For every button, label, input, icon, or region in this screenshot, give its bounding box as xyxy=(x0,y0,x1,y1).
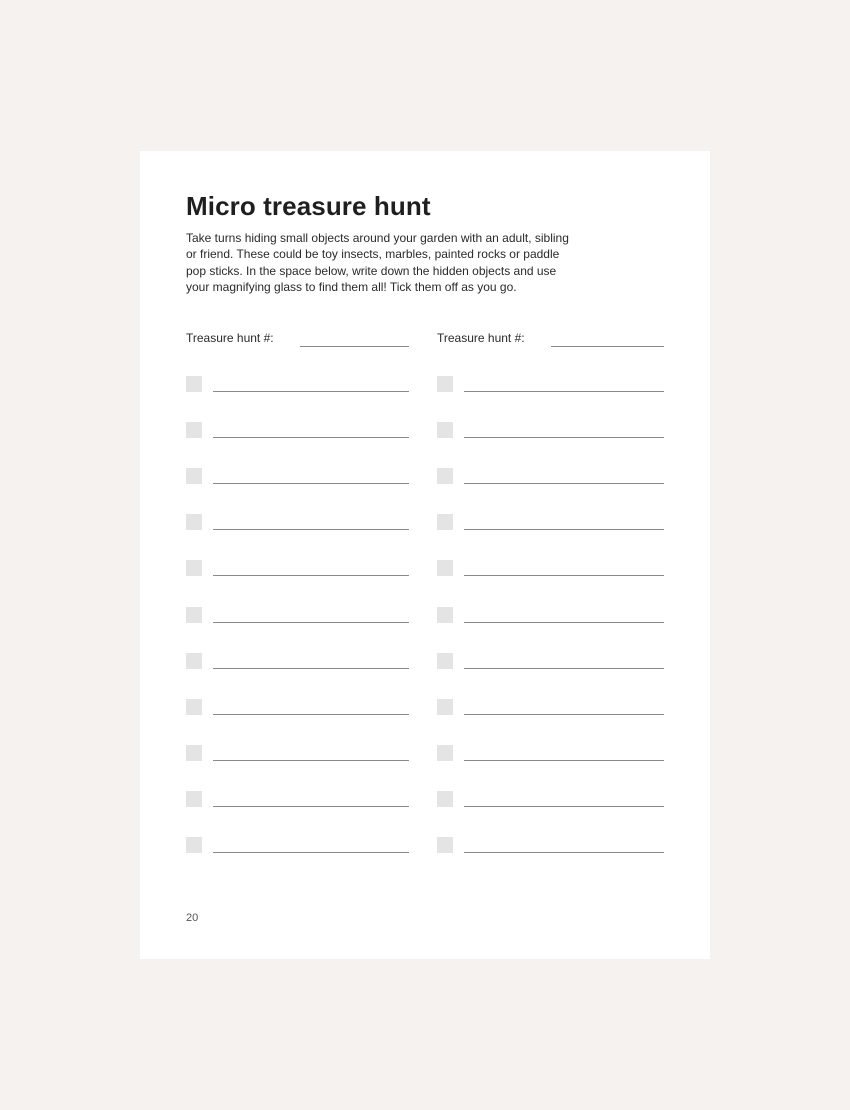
hunt-number-label: Treasure hunt #: xyxy=(186,331,274,345)
object-write-line[interactable] xyxy=(213,622,409,623)
object-write-line[interactable] xyxy=(464,714,664,715)
object-write-line[interactable] xyxy=(464,760,664,761)
tick-checkbox[interactable] xyxy=(437,653,453,669)
tick-checkbox[interactable] xyxy=(437,468,453,484)
tick-checkbox[interactable] xyxy=(186,791,202,807)
object-write-line[interactable] xyxy=(213,668,409,669)
worksheet-page xyxy=(140,151,710,959)
object-write-line[interactable] xyxy=(464,437,664,438)
object-write-line[interactable] xyxy=(464,806,664,807)
object-write-line[interactable] xyxy=(213,575,409,576)
hunt-number-field[interactable] xyxy=(300,346,409,347)
tick-checkbox[interactable] xyxy=(186,837,202,853)
tick-checkbox[interactable] xyxy=(186,560,202,576)
object-write-line[interactable] xyxy=(464,668,664,669)
tick-checkbox[interactable] xyxy=(186,607,202,623)
hunt-number-field[interactable] xyxy=(551,346,664,347)
tick-checkbox[interactable] xyxy=(437,745,453,761)
tick-checkbox[interactable] xyxy=(186,468,202,484)
object-write-line[interactable] xyxy=(213,806,409,807)
tick-checkbox[interactable] xyxy=(437,791,453,807)
tick-checkbox[interactable] xyxy=(437,607,453,623)
tick-checkbox[interactable] xyxy=(437,560,453,576)
tick-checkbox[interactable] xyxy=(186,745,202,761)
tick-checkbox[interactable] xyxy=(186,653,202,669)
hunt-number-label: Treasure hunt #: xyxy=(437,331,525,345)
object-write-line[interactable] xyxy=(464,852,664,853)
tick-checkbox[interactable] xyxy=(437,514,453,530)
object-write-line[interactable] xyxy=(464,622,664,623)
tick-checkbox[interactable] xyxy=(186,422,202,438)
intro-paragraph: Take turns hiding small objects around your garden with an adult, sibling or friend. These could be toy insects, marbles, painted rocks or paddle pop sticks. In the space below, write down the hidden objects and use your magnifying glass to find them all! Tick them off as you go. xyxy=(186,231,569,294)
page-number: 20 xyxy=(186,912,199,924)
object-write-line[interactable] xyxy=(464,483,664,484)
object-write-line[interactable] xyxy=(464,529,664,530)
tick-checkbox[interactable] xyxy=(437,422,453,438)
tick-checkbox[interactable] xyxy=(437,699,453,715)
tick-checkbox[interactable] xyxy=(186,376,202,392)
tick-checkbox[interactable] xyxy=(437,376,453,392)
object-write-line[interactable] xyxy=(213,391,409,392)
object-write-line[interactable] xyxy=(464,391,664,392)
object-write-line[interactable] xyxy=(213,529,409,530)
tick-checkbox[interactable] xyxy=(186,514,202,530)
object-write-line[interactable] xyxy=(213,714,409,715)
tick-checkbox[interactable] xyxy=(437,837,453,853)
object-write-line[interactable] xyxy=(213,437,409,438)
object-write-line[interactable] xyxy=(213,852,409,853)
page-title: Micro treasure hunt xyxy=(186,191,431,221)
object-write-line[interactable] xyxy=(464,575,664,576)
object-write-line[interactable] xyxy=(213,760,409,761)
object-write-line[interactable] xyxy=(213,483,409,484)
tick-checkbox[interactable] xyxy=(186,699,202,715)
